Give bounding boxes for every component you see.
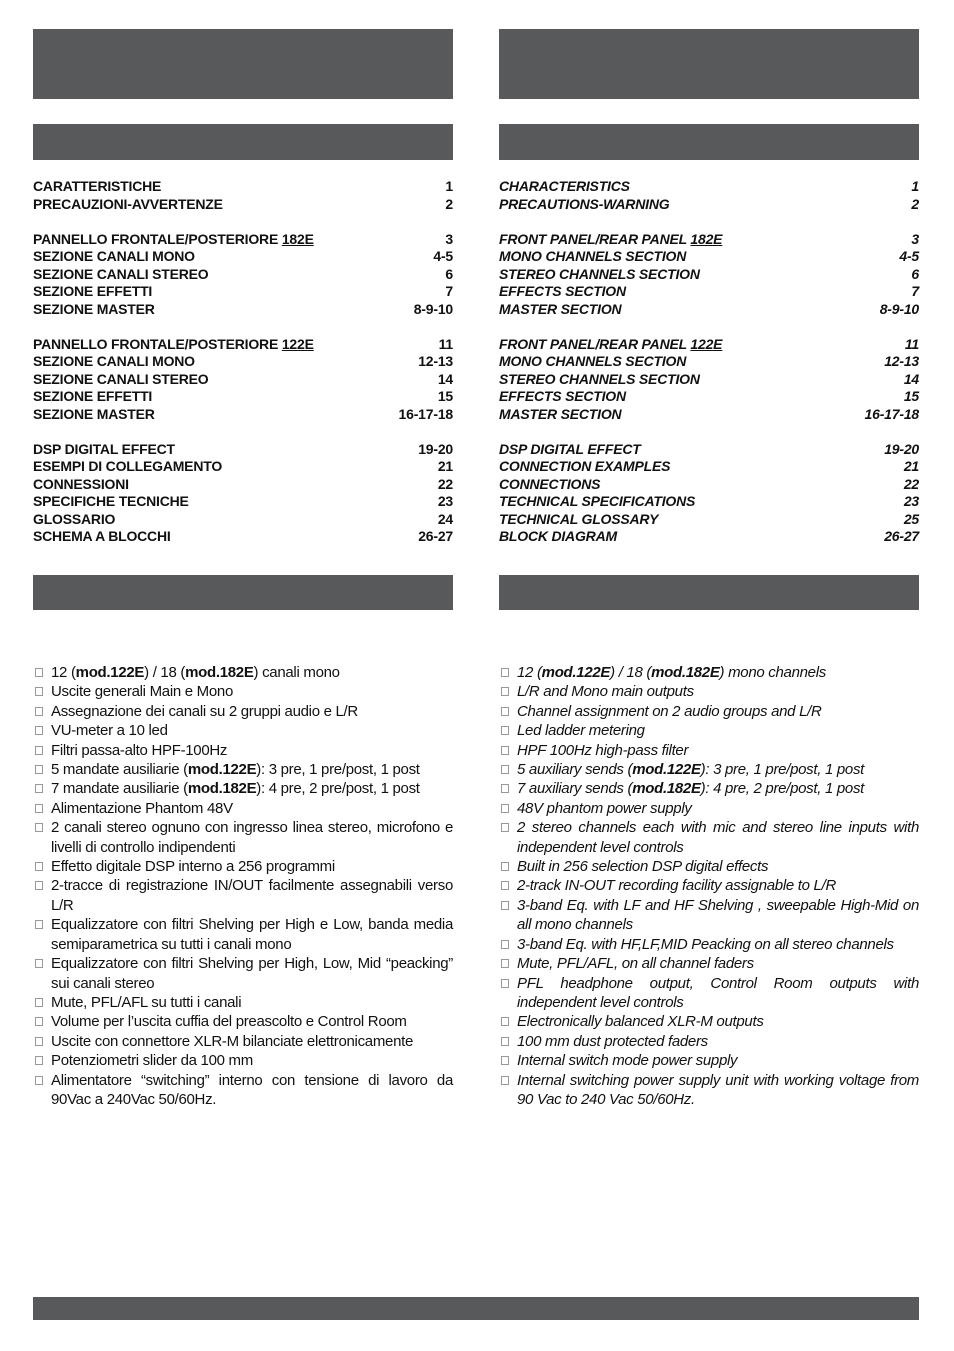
feature-text: 3-band Eq. with HF,LF,MID Peacking on all stereo channels: [517, 935, 894, 953]
toc-entry-text: MASTER SECTION: [499, 300, 622, 317]
toc-entry-text: EFFECTS SECTION: [499, 388, 626, 404]
toc-entry-page: 19-20: [884, 440, 919, 457]
feature-text: Effetto digitale DSP interno a 256 programmi: [51, 858, 335, 876]
feature-text: L/R and Mono main outputs: [517, 683, 694, 701]
feature-model-text: mod.122E: [187, 761, 257, 779]
feature-item: [499, 974, 919, 1013]
toc-entry-text: CONNESSIONI: [33, 475, 129, 492]
checkbox-bullet-icon: [501, 707, 509, 716]
toc-entry-label: [33, 511, 115, 529]
toc-entry-page: 12-13: [884, 353, 919, 369]
feature-text: VU-meter a 10 led: [51, 722, 168, 740]
toc-entry-label: [33, 231, 314, 249]
toc-entry-label: [33, 301, 155, 319]
feature-text: 48V phantom power supply: [517, 799, 692, 817]
toc-entry-page: 11: [438, 335, 453, 352]
feature-item: [33, 663, 453, 682]
toc-entry-label: [499, 528, 617, 546]
feature-item: [499, 721, 919, 740]
feature-model-text: mod.182E: [187, 780, 257, 798]
toc-entry[interactable]: [33, 406, 453, 424]
toc-entry-page: 8-9-10: [413, 300, 453, 317]
toc-entry-text: SEZIONE EFFETTI: [33, 283, 153, 299]
feature-text: ): 4 pre, 2 pre/post, 1 post: [256, 780, 420, 798]
feature-text: Mute, PFL/AFL su tutti i canali: [51, 993, 242, 1011]
feature-text: Uscite generali Main e Mono: [51, 683, 233, 701]
toc-entry-label: [33, 248, 195, 266]
feature-model-text: mod.122E: [75, 664, 145, 681]
toc-entry-text: MONO CHANNELS SECTION: [499, 353, 687, 369]
toc-entry-label: [499, 196, 669, 214]
feature-text: ): 3 pre, 1 pre/post, 1 post: [700, 761, 865, 779]
checkbox-bullet-icon: [501, 1017, 509, 1026]
toc-header-bar: [33, 124, 453, 160]
toc-entry-page: 22: [903, 475, 919, 492]
toc-entry-label: [499, 301, 621, 319]
feature-item: [33, 1032, 453, 1051]
checkbox-bullet-icon: [501, 668, 509, 677]
feature-text: 12 (: [51, 664, 76, 681]
toc-entry-label: [499, 283, 626, 301]
toc-entry-page: 1: [445, 178, 453, 194]
toc-entry-label: [499, 353, 686, 371]
feature-text: Internal switching power supply unit with working voltage from 90 Vac to 240 Vac 50/60Hz.: [517, 1071, 919, 1108]
checkbox-bullet-icon: [35, 1056, 43, 1065]
feature-text: Volume per l’uscita cuffia del preascolto e Control Room: [51, 1013, 407, 1031]
toc-entry[interactable]: [33, 511, 453, 529]
feature-text: ): 4 pre, 2 pre/post, 1 post: [700, 780, 865, 798]
feature-item: [499, 799, 919, 818]
toc-entry[interactable]: [33, 248, 453, 266]
toc-spacer: [499, 213, 919, 231]
toc-entry-model: 122E: [690, 335, 723, 352]
header-bar: [499, 29, 919, 99]
feature-item: [499, 760, 919, 779]
feature-item: [499, 935, 919, 954]
feature-item: [33, 721, 453, 740]
checkbox-bullet-icon: [35, 746, 43, 755]
toc-entry-label: [499, 406, 621, 424]
toc-entry-label: [33, 441, 175, 459]
feature-item: [499, 741, 919, 760]
toc-entry-label: [33, 388, 152, 406]
checkbox-bullet-icon: [501, 940, 509, 949]
toc-entry-text: FRONT PANEL/REAR PANEL: [499, 230, 691, 247]
toc-entry[interactable]: [499, 178, 919, 196]
checkbox-bullet-icon: [35, 998, 43, 1007]
toc-entry[interactable]: [499, 528, 919, 546]
toc-entry[interactable]: [33, 353, 453, 371]
checkbox-bullet-icon: [501, 765, 509, 774]
toc-entry-label: [499, 178, 630, 196]
feature-item: [499, 663, 919, 682]
toc-entry-page: 26-27: [884, 528, 919, 544]
toc-entry[interactable]: [499, 231, 919, 249]
checkbox-bullet-icon: [501, 784, 509, 793]
feature-text: ) mono channels: [719, 664, 826, 681]
feature-item: [33, 993, 453, 1012]
feature-text: Internal switch mode power supply: [517, 1052, 738, 1070]
toc-entry-page: 2: [911, 195, 919, 212]
feature-item: [33, 741, 453, 760]
toc-entry-page: 6: [911, 265, 919, 282]
toc-entry[interactable]: [33, 388, 453, 406]
toc-entry[interactable]: [499, 493, 919, 511]
toc-entry-label: [33, 266, 208, 284]
toc-entry-page: 1: [911, 178, 919, 194]
toc-entry-text: SEZIONE CANALI MONO: [33, 248, 195, 264]
toc-entry-page: 24: [437, 510, 453, 527]
toc-entry-page: 6: [445, 265, 453, 282]
feature-item: [499, 1051, 919, 1070]
toc-entry-text: MASTER SECTION: [499, 405, 622, 422]
feature-text: 2 stereo channels each with mic and stereo line inputs with independent level controls: [517, 819, 919, 856]
toc-entry-text: SCHEMA A BLOCCHI: [33, 528, 171, 544]
toc-entry[interactable]: [499, 196, 919, 214]
toc-entry-text: CARATTERISTICHE: [33, 178, 162, 194]
feature-item: [499, 818, 919, 857]
toc-entry-text: CHARACTERISTICS: [499, 178, 630, 194]
toc-entry[interactable]: [33, 178, 453, 196]
features-header-bar: [499, 575, 919, 610]
checkbox-bullet-icon: [35, 959, 43, 968]
toc-entry-page: 14: [903, 370, 919, 387]
toc-entry-label: [33, 353, 195, 371]
toc-entry[interactable]: [33, 476, 453, 494]
feature-text: Filtri passa-alto HPF-100Hz: [51, 741, 228, 759]
toc-entry[interactable]: [33, 301, 453, 319]
feature-text: ) canali mono: [253, 664, 340, 681]
toc-entry[interactable]: [33, 441, 453, 459]
feature-text: Alimentatore “switching” interno con tensione di lavoro da 90Vac a 240Vac 50/60Hz.: [51, 1071, 453, 1108]
toc-entry-label: [499, 441, 641, 459]
feature-text: 100 mm dust protected faders: [517, 1032, 708, 1050]
toc-entry-text: SEZIONE CANALI MONO: [33, 353, 195, 369]
feature-model-text: mod.122E: [632, 761, 701, 779]
checkbox-bullet-icon: [501, 746, 509, 755]
toc-header-bar: [499, 124, 919, 160]
toc-entry-label: [33, 336, 314, 354]
table-of-contents: [499, 178, 919, 546]
toc-entry-text: SEZIONE CANALI STEREO: [33, 370, 209, 387]
toc-entry-label: [499, 248, 686, 266]
checkbox-bullet-icon: [501, 1056, 509, 1065]
feature-text: Built in 256 selection DSP digital effects: [517, 858, 769, 876]
toc-entry-label: [499, 493, 695, 511]
toc-entry-page: 15: [903, 388, 919, 404]
feature-text: Channel assignment on 2 audio groups and L/R: [517, 702, 822, 720]
feature-text: 7 auxiliary sends (: [517, 780, 633, 798]
feature-text: HPF 100Hz high-pass filter: [517, 741, 689, 759]
toc-entry-label: [499, 336, 722, 354]
toc-entry[interactable]: [499, 266, 919, 284]
toc-entry-label: [33, 196, 223, 214]
feature-item: [33, 779, 453, 798]
toc-entry[interactable]: [499, 353, 919, 371]
feature-model-text: mod.122E: [541, 664, 611, 681]
toc-entry[interactable]: [499, 511, 919, 529]
feature-item: [33, 1051, 453, 1070]
toc-entry-page: 14: [437, 370, 453, 387]
feature-text: 5 mandate ausiliarie (: [51, 761, 188, 779]
feature-item: [499, 1012, 919, 1031]
toc-entry-model: 182E: [281, 230, 314, 247]
checkbox-bullet-icon: [501, 687, 509, 696]
toc-entry-label: [499, 511, 658, 529]
checkbox-bullet-icon: [35, 668, 43, 677]
toc-entry-page: 22: [437, 475, 453, 492]
table-of-contents: [33, 178, 453, 546]
toc-entry[interactable]: [499, 458, 919, 476]
toc-spacer: [33, 318, 453, 336]
toc-entry[interactable]: [499, 283, 919, 301]
toc-entry-label: [499, 371, 700, 389]
feature-item: [33, 760, 453, 779]
checkbox-bullet-icon: [35, 726, 43, 735]
toc-entry[interactable]: [499, 388, 919, 406]
toc-entry-label: [499, 458, 670, 476]
toc-entry[interactable]: [499, 476, 919, 494]
toc-entry-text: ESEMPI DI COLLEGAMENTO: [33, 458, 223, 474]
toc-entry[interactable]: [499, 371, 919, 389]
feature-text: Alimentazione Phantom 48V: [51, 799, 233, 817]
feature-text: 7 mandate ausiliarie (: [51, 780, 188, 798]
toc-entry-text: PANNELLO FRONTALE/POSTERIORE: [33, 335, 282, 352]
feature-item: [33, 876, 453, 915]
checkbox-bullet-icon: [35, 1037, 43, 1046]
feature-item: [33, 799, 453, 818]
toc-entry-text: DSP DIGITAL EFFECT: [33, 440, 175, 457]
features-list: [33, 663, 453, 1109]
checkbox-bullet-icon: [501, 901, 509, 910]
feature-text: Equalizzatore con filtri Shelving per High, Low, Mid “peacking” sui canali stereo: [51, 955, 453, 992]
feature-text: 3-band Eq. with LF and HF Shelving , sweepable High-Mid on all mono channels: [517, 896, 919, 934]
toc-entry-page: 11: [904, 335, 919, 352]
toc-entry-text: CONNECTIONS: [499, 475, 601, 492]
checkbox-bullet-icon: [35, 804, 43, 813]
toc-entry[interactable]: [33, 528, 453, 546]
toc-entry[interactable]: [33, 336, 453, 354]
toc-entry-model: 182E: [690, 230, 723, 247]
feature-item: [33, 1071, 453, 1110]
toc-entry-text: STEREO CHANNELS SECTION: [499, 265, 700, 282]
feature-text: Potenziometri slider da 100 mm: [51, 1052, 253, 1070]
checkbox-bullet-icon: [501, 1076, 509, 1085]
toc-entry-page: 12-13: [418, 353, 453, 369]
toc-entry-text: SEZIONE EFFETTI: [33, 388, 153, 404]
toc-entry-page: 3: [911, 230, 919, 247]
toc-entry-page: 8-9-10: [879, 300, 919, 317]
checkbox-bullet-icon: [501, 823, 509, 832]
toc-entry-page: 21: [903, 458, 919, 474]
checkbox-bullet-icon: [35, 862, 43, 871]
toc-entry-text: CONNECTION EXAMPLES: [499, 458, 671, 474]
toc-entry-page: 7: [911, 283, 919, 299]
toc-entry-text: BLOCK DIAGRAM: [499, 528, 617, 544]
toc-entry-label: [33, 528, 171, 546]
checkbox-bullet-icon: [501, 726, 509, 735]
checkbox-bullet-icon: [501, 804, 509, 813]
feature-text: Equalizzatore con filtri Shelving per High e Low, banda media semiparametrica su tutti i canali mono: [51, 916, 453, 953]
feature-item: [499, 876, 919, 895]
toc-entry-text: GLOSSARIO: [33, 510, 116, 527]
toc-entry[interactable]: [33, 458, 453, 476]
feature-text: Mute, PFL/AFL, on all channel faders: [517, 955, 754, 973]
toc-entry-label: [33, 283, 152, 301]
feature-text: Assegnazione dei canali su 2 gruppi audio e L/R: [51, 702, 358, 720]
feature-item: [33, 818, 453, 857]
feature-text: 2-track IN-OUT recording facility assignable to L/R: [517, 877, 836, 895]
checkbox-bullet-icon: [35, 765, 43, 774]
feature-model-text: mod.182E: [185, 664, 254, 681]
feature-item: [499, 954, 919, 973]
toc-entry[interactable]: [33, 493, 453, 511]
toc-entry[interactable]: [33, 196, 453, 214]
toc-entry[interactable]: [499, 441, 919, 459]
feature-item: [33, 857, 453, 876]
toc-entry-label: [33, 371, 208, 389]
toc-entry-page: 26-27: [418, 528, 453, 544]
footer-bar: [33, 1297, 919, 1320]
toc-entry-text: TECHNICAL SPECIFICATIONS: [499, 493, 696, 509]
toc-entry-page: 25: [903, 510, 919, 527]
feature-text: 2-tracce di registrazione IN/OUT facilmente assegnabili verso L/R: [51, 877, 453, 914]
toc-entry-page: 16-17-18: [864, 405, 919, 422]
toc-spacer: [33, 213, 453, 231]
toc-entry-label: [33, 458, 222, 476]
features-header-bar: [33, 575, 453, 610]
checkbox-bullet-icon: [35, 823, 43, 832]
toc-entry-page: 4-5: [433, 248, 453, 264]
toc-entry-page: 19-20: [418, 440, 453, 457]
toc-entry-label: [33, 406, 155, 424]
toc-entry[interactable]: [33, 283, 453, 301]
toc-entry-text: DSP DIGITAL EFFECT: [499, 440, 641, 457]
toc-entry[interactable]: [499, 406, 919, 424]
toc-entry-text: STEREO CHANNELS SECTION: [499, 370, 700, 387]
features-list: [499, 663, 919, 1109]
toc-entry-label: [33, 476, 129, 494]
checkbox-bullet-icon: [35, 1017, 43, 1026]
feature-model-text: mod.182E: [632, 780, 701, 798]
feature-text: PFL headphone output, Control Room outputs with independent level controls: [517, 974, 919, 1011]
feature-item: [33, 682, 453, 701]
checkbox-bullet-icon: [501, 959, 509, 968]
feature-item: [499, 896, 919, 935]
checkbox-bullet-icon: [501, 881, 509, 890]
checkbox-bullet-icon: [35, 784, 43, 793]
toc-entry-text: PANNELLO FRONTALE/POSTERIORE: [33, 230, 282, 247]
feature-item: [499, 779, 919, 798]
feature-item: [33, 954, 453, 993]
toc-entry[interactable]: [499, 301, 919, 319]
toc-entry-text: SPECIFICHE TECNICHE: [33, 493, 189, 509]
toc-entry-label: [499, 266, 700, 284]
toc-entry-label: [33, 178, 161, 196]
feature-text: 12 (: [517, 664, 542, 681]
toc-entry-page: 2: [445, 195, 453, 212]
feature-text: Uscite con connettore XLR-M bilanciate elettronicamente: [51, 1032, 414, 1050]
feature-text: Led ladder metering: [517, 722, 645, 740]
feature-item: [33, 1012, 453, 1031]
header-bar: [33, 29, 453, 99]
toc-entry[interactable]: [33, 266, 453, 284]
toc-entry-page: 3: [445, 230, 453, 247]
feature-model-text: mod.182E: [651, 664, 720, 681]
toc-entry-page: 4-5: [899, 248, 919, 264]
feature-item: [33, 915, 453, 954]
feature-item: [499, 1071, 919, 1110]
toc-entry-page: 7: [445, 283, 453, 299]
toc-entry-page: 15: [437, 388, 453, 404]
toc-entry-text: PRECAUTIONS-WARNING: [499, 195, 670, 212]
checkbox-bullet-icon: [35, 707, 43, 716]
checkbox-bullet-icon: [35, 1076, 43, 1085]
feature-text: 2 canali stereo ognuno con ingresso linea stereo, microfono e livelli di controllo indipendenti: [51, 819, 453, 856]
toc-entry-model: 122E: [281, 335, 314, 352]
feature-item: [499, 857, 919, 876]
toc-entry-label: [499, 388, 626, 406]
feature-text: ) / 18 (: [610, 664, 652, 681]
toc-entry-page: 16-17-18: [398, 405, 453, 422]
feature-text: ) / 18 (: [144, 664, 186, 681]
toc-entry-text: EFFECTS SECTION: [499, 283, 626, 299]
toc-entry-text: SEZIONE MASTER: [33, 405, 155, 422]
toc-entry-label: [499, 231, 722, 249]
toc-entry-page: 21: [437, 458, 453, 474]
checkbox-bullet-icon: [501, 862, 509, 871]
feature-text: 5 auxiliary sends (: [517, 761, 633, 779]
toc-entry[interactable]: [33, 371, 453, 389]
checkbox-bullet-icon: [35, 881, 43, 890]
feature-item: [499, 1032, 919, 1051]
toc-entry-text: PRECAUZIONI-AVVERTENZE: [33, 195, 223, 212]
toc-entry-text: FRONT PANEL/REAR PANEL: [499, 335, 691, 352]
toc-entry-label: [499, 476, 600, 494]
feature-item: [499, 702, 919, 721]
checkbox-bullet-icon: [35, 920, 43, 929]
toc-entry-text: SEZIONE CANALI STEREO: [33, 265, 209, 282]
toc-entry-label: [33, 493, 189, 511]
toc-entry-text: SEZIONE MASTER: [33, 300, 155, 317]
toc-entry[interactable]: [499, 336, 919, 354]
toc-spacer: [499, 318, 919, 336]
toc-spacer: [499, 423, 919, 441]
toc-entry[interactable]: [33, 231, 453, 249]
checkbox-bullet-icon: [35, 687, 43, 696]
toc-spacer: [33, 423, 453, 441]
feature-text: Electronically balanced XLR-M outputs: [517, 1013, 764, 1031]
feature-item: [33, 702, 453, 721]
checkbox-bullet-icon: [501, 1037, 509, 1046]
feature-item: [499, 682, 919, 701]
toc-entry-text: TECHNICAL GLOSSARY: [499, 510, 659, 527]
toc-entry-page: 23: [903, 493, 919, 509]
toc-entry-page: 23: [437, 493, 453, 509]
feature-text: ): 3 pre, 1 pre/post, 1 post: [256, 761, 420, 779]
checkbox-bullet-icon: [501, 979, 509, 988]
toc-entry[interactable]: [499, 248, 919, 266]
toc-entry-text: MONO CHANNELS SECTION: [499, 248, 687, 264]
